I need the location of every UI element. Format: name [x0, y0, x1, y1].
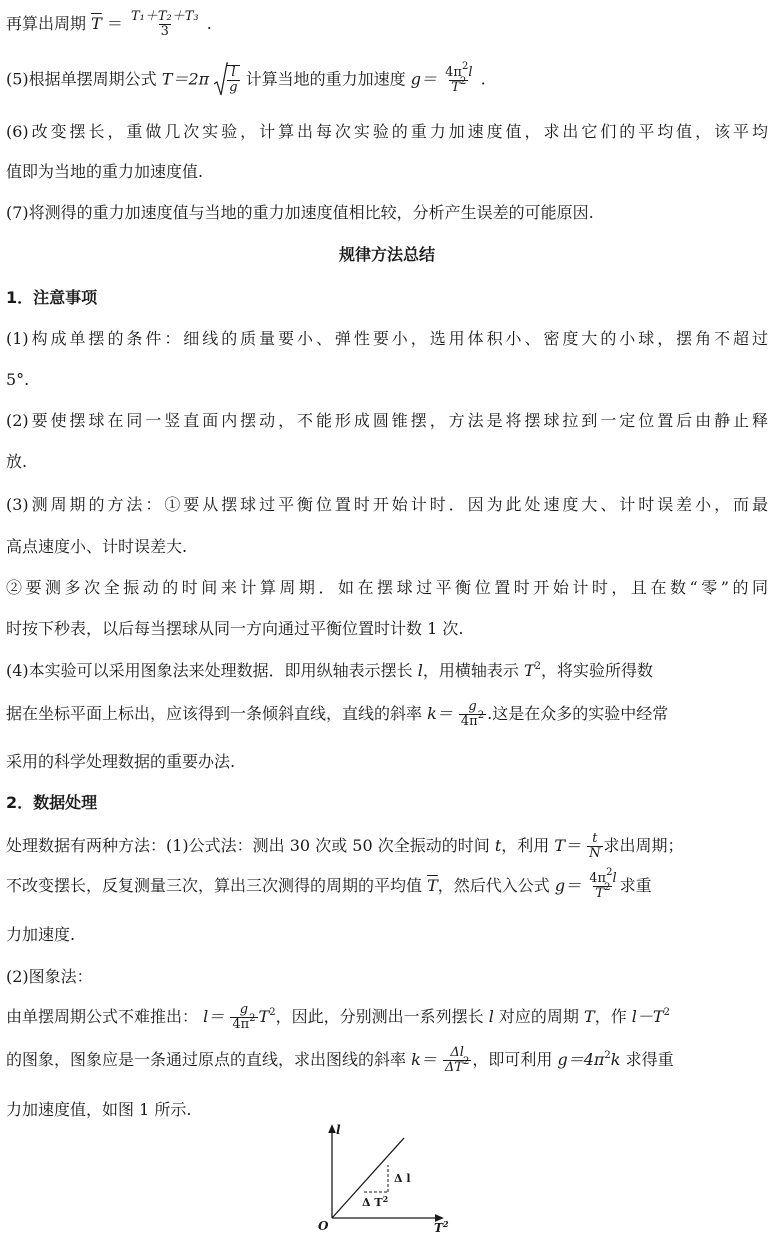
- text-line: (2)图象法：: [6, 967, 93, 986]
- delta-t2-label: [362, 1194, 388, 1209]
- text-line: 时按下秒表，以后每当摆球从同一方向通过平衡位置时计数 1 次.: [6, 619, 464, 638]
- symbol-l: l: [417, 661, 423, 680]
- text-line-period-average: [6, 10, 768, 39]
- superscript: 2: [604, 1050, 611, 1061]
- superscript: 2: [477, 710, 485, 721]
- text-span: 求得重: [625, 1050, 674, 1069]
- text-line-graph-slope: [6, 1046, 768, 1075]
- fraction-denominator: [449, 75, 468, 95]
- text-span: ，然后代入公式: [437, 876, 550, 895]
- text-line: 5°.: [6, 370, 30, 389]
- symbol-t-bar: $\overline{T}$: [427, 876, 438, 895]
- text-span: 求重: [619, 876, 652, 895]
- fraction-numerator: g: [239, 1002, 249, 1017]
- fraction-numerator: Δl: [450, 1045, 464, 1060]
- x-axis-label-base: T: [434, 1221, 443, 1235]
- text-span: ΔT: [444, 1060, 463, 1075]
- fraction-denominator: g: [229, 80, 238, 95]
- formula-t: T＝: [554, 836, 582, 855]
- text-span: ，因此，分别测出一系列摆长: [275, 1007, 484, 1026]
- text-span: 据在坐标平面上标出，应该得到一条倾斜直线，直线的斜率: [6, 704, 423, 723]
- text-span: l: [612, 871, 617, 886]
- text-span: 的图象，图象应是一条通过原点的直线，求出图线的斜率: [6, 1050, 407, 1069]
- text-span: .: [206, 14, 212, 33]
- superscript: 2: [604, 882, 611, 893]
- fraction-g-over-4pi2: [459, 700, 486, 729]
- section-heading: 规律方法总结: [338, 245, 435, 264]
- symbol-t: T: [584, 1007, 595, 1026]
- text-span: .: [480, 69, 486, 89]
- delta-t2-base: Δ T: [362, 1196, 383, 1209]
- fraction-denominator: [230, 1013, 257, 1032]
- fraction-l-over-g: [227, 65, 239, 95]
- fraction-t-over-n: [587, 832, 602, 861]
- text-line: 力加速度值，如图 1 所示.: [6, 1100, 192, 1119]
- x-axis-label: [434, 1219, 449, 1235]
- text-span: ，作: [594, 1007, 627, 1026]
- superscript: 2: [249, 1013, 256, 1024]
- text-line: 高点速度小、计时误差大.: [6, 537, 188, 556]
- text-span: ，利用: [501, 836, 550, 855]
- text-span: 计算当地的重力加速度: [245, 69, 406, 89]
- text-line: 值即为当地的重力加速度值.: [6, 162, 204, 181]
- superscript: 2: [663, 1007, 670, 1018]
- text-line-derivation: [6, 1003, 768, 1032]
- text-line-average: [6, 867, 768, 901]
- symbol-l: l: [488, 1007, 494, 1026]
- formula-g: g＝: [554, 876, 582, 895]
- text-span: 处理数据有两种方法：(1)公式法：测出 30 次或 50 次全振动的时间: [6, 836, 490, 855]
- symbol-k: k: [610, 1050, 621, 1069]
- text-line: (7)将测得的重力加速度值与当地的重力加速度值相比较，分析产生误差的可能原因.: [6, 203, 594, 222]
- text-line: 放.: [6, 452, 28, 471]
- text-line-step-5: [6, 62, 768, 98]
- text-span: 4π: [232, 1017, 250, 1032]
- fraction-4pi2l-over-t2: [587, 867, 618, 901]
- symbol-t-lower: t: [494, 836, 502, 855]
- delta-l-label: Δ l: [394, 1172, 411, 1185]
- formula-g-4pi2k: g＝4π: [557, 1050, 605, 1069]
- fraction-denominator: [443, 1056, 471, 1075]
- superscript: 2: [534, 661, 542, 672]
- text-line-formula-method: [6, 832, 768, 861]
- text-span: 4π: [445, 64, 462, 80]
- text-span: 再算出周期: [6, 14, 87, 33]
- text-span: 对应的周期: [498, 1007, 579, 1026]
- text-span: 不改变摆长，反复测量三次，算出三次测得的周期的平均值: [6, 876, 423, 895]
- sqrt-sign-icon: [214, 62, 228, 98]
- fraction-numerator: g: [468, 699, 477, 714]
- text-line: (1)构成单摆的条件：细线的质量要小、弹性要小，选用体积小、密度大的小球，摆角不超过: [6, 329, 768, 348]
- superscript: 2: [269, 1007, 276, 1018]
- fraction-numerator: T₁＋T₂＋T₃: [130, 9, 199, 24]
- formula-g: g＝: [410, 69, 438, 89]
- symbol-t-bar: $\overline{T}$: [91, 14, 102, 33]
- text-span: ＝: [106, 14, 123, 33]
- text-span: ，将实验所得数: [541, 661, 654, 680]
- symbol-t: T: [524, 661, 535, 680]
- formula-k: k＝: [411, 1050, 437, 1069]
- superscript: 2: [462, 1056, 470, 1067]
- text-span: (5)根据单摆周期公式: [6, 69, 157, 89]
- text-line: (2)要使摆球在同一竖直面内摆动，不能形成圆锥摆，方法是将摆球拉到一定位置后由静止释: [6, 411, 768, 430]
- text-line-step-4: [6, 660, 768, 682]
- fraction-period-average: [129, 10, 201, 39]
- fraction-numerator: t: [592, 831, 598, 846]
- fraction-g-over-4pi2: [230, 1003, 257, 1032]
- symbol-t: T: [258, 1007, 270, 1026]
- text-span: .这是在众多的实验中经常: [487, 704, 669, 723]
- text-line: (6)改变摆长，重做几次实验，计算出每次实验的重力加速度值，求出它们的平均值，该平均: [6, 122, 768, 141]
- fraction-numerator: l: [231, 65, 236, 80]
- fraction-denominator: [593, 882, 612, 901]
- y-axis-label: l: [336, 1123, 341, 1137]
- text-line: 力加速度.: [6, 925, 76, 944]
- text-line: 采用的科学处理数据的重要办法.: [6, 752, 236, 771]
- formula-period: T＝2π: [161, 69, 210, 89]
- text-span: 求出周期；: [603, 836, 684, 855]
- origin-label: O: [318, 1219, 329, 1233]
- figure-l-vs-t2-graph: [316, 1120, 466, 1235]
- text-span: 由单摆周期公式不难推出：: [6, 1007, 199, 1026]
- text-span: ，即可利用: [472, 1050, 553, 1069]
- text-span: (4)本实验可以采用图象法来处理数据．即用纵轴表示摆长: [6, 661, 413, 680]
- sqrt-l-over-g: [214, 62, 240, 98]
- formula-k: k＝: [427, 704, 453, 723]
- formula-l-minus-t2: l－T: [631, 1007, 664, 1026]
- superscript: 2: [461, 60, 469, 72]
- superscript: 2: [459, 75, 467, 87]
- superscript: 2: [606, 867, 613, 878]
- text-span: 4π: [589, 871, 607, 886]
- text-line: ②要测多次全振动的时间来计算周期．如在摆球过平衡位置时开始计时，且在数“零”的同: [6, 578, 768, 597]
- section-title-notes: 1．注意事项: [6, 288, 98, 307]
- text-span: ，用横轴表示: [422, 661, 519, 680]
- text-span: 4π: [460, 714, 478, 729]
- fraction-denominator: [459, 710, 486, 729]
- fraction-numerator: [443, 60, 474, 80]
- x-axis-label-sup: 2: [442, 1219, 449, 1229]
- fraction-numerator: [587, 867, 618, 886]
- fraction-denominator: N: [589, 846, 601, 861]
- formula-l: l＝: [203, 1007, 225, 1026]
- text-line-slope: [6, 700, 768, 729]
- section-title-data: 2．数据处理: [6, 793, 98, 812]
- delta-t2-sup: 2: [382, 1194, 389, 1204]
- text-span: T: [451, 79, 460, 95]
- fraction-dl-over-dt2: [443, 1046, 471, 1075]
- text-line: (3)测周期的方法：①要从摆球过平衡位置时开始计时．因为此处速度大、计时误差小，而最: [6, 495, 768, 514]
- fraction-4pi2l-over-t2: [443, 60, 474, 95]
- text-span: l: [468, 64, 473, 80]
- text-span: T: [595, 886, 605, 901]
- fraction-denominator: 3: [160, 24, 169, 39]
